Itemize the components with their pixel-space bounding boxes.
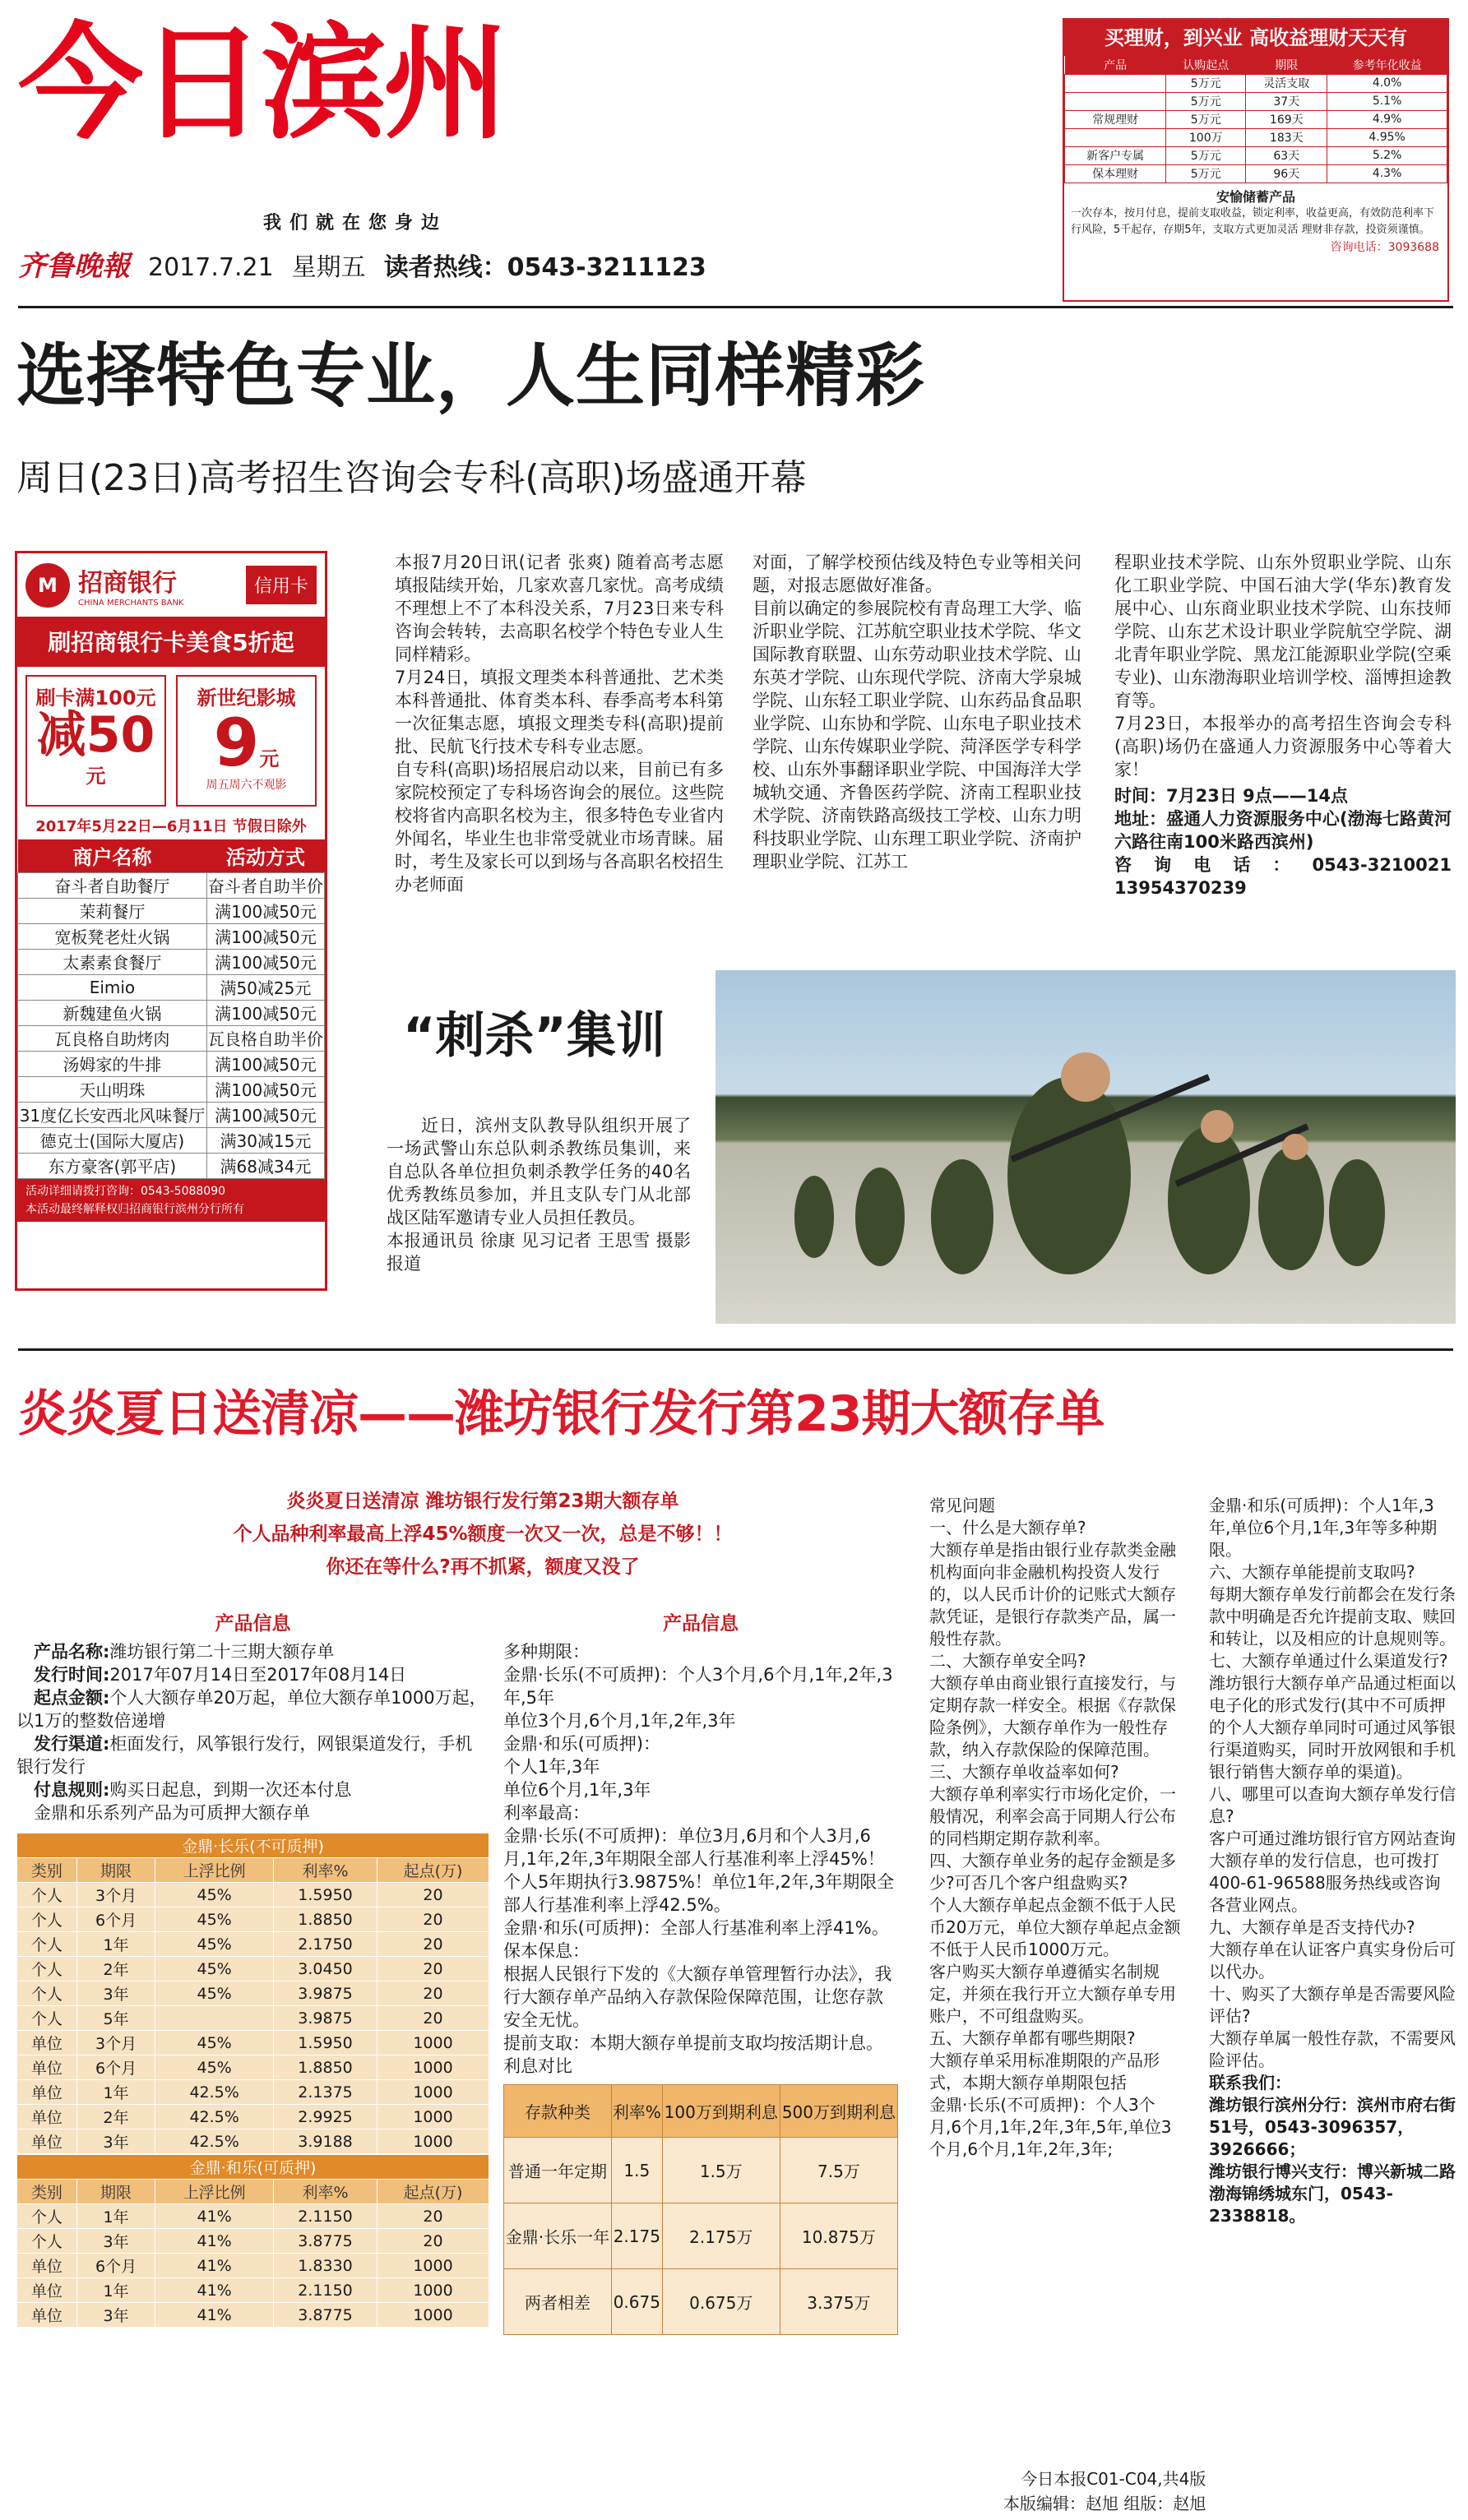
table-row [1065,164,1447,183]
table-cell: Eimio [18,974,207,1000]
table-cell: 普通一年定期 [504,2138,612,2203]
table-row [504,2138,898,2203]
table-cell: 169天 [1246,110,1327,128]
table-cell: 个人 [17,2006,77,2031]
table-row [17,2204,489,2229]
cmb-card-label: 信用卡 [246,566,317,604]
table-row [17,2303,489,2328]
table-cell: 3年 [76,2303,155,2328]
table-row [17,2031,489,2055]
table-cell: 单位 [17,2031,77,2055]
table-row [18,872,325,898]
table-cell: 45% [155,1907,274,1932]
table-cell: 20 [377,2204,489,2229]
table-cell: 1年 [76,2204,155,2229]
table-cell: 2年 [76,2105,155,2129]
page-footer [1003,2467,1206,2516]
table-cell: 20 [377,1907,489,1932]
table-cell: 两者相差 [504,2269,612,2335]
faq-col-2-text: 金鼎·和乐(可质押)：个人1年,3年,单位6个月,1年,3年等多种期限。 六、大额存单能提前支取吗? 每期大额存单发行前都会在发行条款中明确是否允许提前支取、赎回和转让，以及相应的计息规则等。 七、大额存单通过什么渠道发行? 潍坊银行大额存单产品通过柜面以电子化的形式发行(其中不可质押的个人大额存单同时可通过风筝银行渠道购买，同时开放网银和手机银行销售大额存单的渠道)。 八、哪里可以查询大额存单发行信息? 客户可通过潍坊银行官方网站查询大额存单的发行信息，也可拨打400-61-96588服务热线或咨询各营业网点。 九、大额存单是否支持代办? 大额存单在认证客户真实身份后可以代办。 十、购买了大额存单是否需要风险评估? 大额存单属一般性存款，不需要风险评估。 [1209,1496,1456,2070]
table-cell: 1.8850 [274,2055,377,2080]
interest-compare-table [503,2084,898,2335]
table-cell: 1000 [377,2254,489,2278]
table-cell: 1000 [377,2080,489,2105]
cmb-bank-name: 招商银行 [78,569,177,598]
product-line-value: 柜面发行，风筝银行发行，网银渠道发行，手机银行发行 [16,1734,473,1777]
feature-credit: 本报通讯员 徐康 见习记者 王思雪 摄影报道 [387,1231,691,1274]
table-cell: 5.2% [1327,146,1447,164]
xingye-tel-label: 咨询电话： [1330,240,1388,254]
weifang-intro-2: 个人品种利率最高上浮45%额度一次又一次，总是不够！！ [233,1524,733,1545]
table-cell: 茉莉餐厅 [18,898,207,923]
table-cell: 单位 [17,2105,77,2129]
table-cell: 满100减50元 [206,1000,324,1025]
xingye-safe-title: 安愉储蓄产品 [1216,188,1295,205]
table-cell: 45% [155,1883,274,1907]
table-cell: 3.9188 [274,2129,377,2154]
article-col-2: 对面，了解学校预估线及特色专业等相关问题，对报志愿做好准备。 目前以确定的参展院校有青岛理工大学、临沂职业学院、江苏航空职业技术学院、华文国际教育联盟、山东劳动职业技术学院、山东英才学院、山东现代学院、济南大学泉城学院、山东轻工职业学院、山东药品食品职业学院、山东协和学院、山东电子职业技术学院、山东传媒职业学院、菏泽医学专科学校、山东外事翻译职业学院、中国海洋大学城轨交通、齐鲁医药学院、济南工程职业技术学院、济南铁路高级技工学校、山东力明科技职业学院、山东理工职业学院、济南护理职业学院、江苏工 [753,553,1081,872]
contact-binzhou: 潍坊银行滨州分行：滨州市府右街51号，0543-3096357，3926666； [1209,2095,1456,2159]
table-cell: 45% [155,1932,274,1957]
weifang-mid-title: 产品信息 [663,1613,739,1635]
cmb-offer-2-note: 周五周六不观影 [206,779,287,792]
masthead-slogan: 我们就在您身边 [263,213,448,234]
table-cell: 4.95% [1327,128,1447,146]
table-cell: 3年 [76,1981,155,2006]
table-cell: 10.875万 [780,2203,897,2269]
divider [18,306,1453,308]
xingye-table-header: 认购起点 [1166,56,1246,74]
cmb-offer-1-unit: 元 [86,765,106,788]
table-row [17,2129,489,2154]
table-cell: 41% [155,2229,274,2254]
cmb-offer-1-value: 减50 [36,706,155,764]
table-row [17,2105,489,2129]
table-cell: 1.5950 [274,2031,377,2055]
xingye-ad-title: 买理财，到兴业 高收益理财天天有 [1064,20,1447,56]
soldier-bayonet-image [715,970,1456,1324]
table-cell: 5万元 [1166,164,1246,183]
table-cell: 5年 [76,2006,155,2031]
table-cell: 6个月 [76,1907,155,1932]
table-cell: 42.5% [155,2129,274,2154]
table-cell: 1000 [377,2303,489,2328]
table-cell: 3个月 [76,2031,155,2055]
table-cell: 汤姆家的牛排 [18,1051,207,1076]
table-cell [1065,92,1166,110]
article-col-1: 本报7月20日讯(记者 张爽) 随着高考志愿填报陆续开始，几家欢喜几家忧。高考成绩不理想上不了本科没关系，7月23日来专科咨询会转转，去高职名校学个特色专业人生同样精彩。 7月24日，填报文理类本科普通批、艺术类本科普通批、体育类本科、春季高考本科第一次征集志愿，填报文理类专科(高职)提前批、民航飞行技术专科专业志愿。 自专科(高职)场招展启动以来，目前已有多家院校预定了专科场咨询会的展位。这些院校将省内高职名校为主，很多特色专业省内外闻名，毕业生也非常受就业市场青睐。届时，考生及家长可以到场与各高职名校招生办老师面 [395,553,724,895]
table-cell: 3年 [76,2229,155,2254]
table-cell: 5万元 [1166,74,1246,92]
table-cell: 满100减50元 [206,923,324,949]
product-line-value: 2017年07月14日至2017年08月14日 [109,1665,407,1685]
table-cell: 个人 [17,2204,77,2229]
table-cell: 满50减25元 [206,974,324,1000]
table-cell: 个人 [17,1907,77,1932]
rate-table-header: 期限 [76,2180,155,2204]
product-line [16,1732,489,1778]
table-cell: 20 [377,2006,489,2031]
weifang-mid [503,1607,898,2335]
table-cell: 183天 [1246,128,1327,146]
table-cell: 新魏建鱼火锅 [18,1000,207,1025]
xingye-rate-table [1064,56,1447,183]
product-line-label: 付息规则: [34,1780,110,1800]
xingye-table-header: 产品 [1065,56,1166,74]
table-row [504,2269,898,2335]
rate-table-changle [16,1833,489,2154]
table-cell: 5.1% [1327,92,1447,110]
feature-text: 近日，滨州支队教导队组织开展了一场武警山东总队刺杀教练员集训，来自总队各单位担负刺杀教学任务的40名优秀教练员参加，并且支队专门从北部战区陆军邀请专业人员担任教员。 [387,1116,691,1228]
compare-table-header: 利率% [611,2085,662,2138]
table-cell: 1.8330 [274,2254,377,2278]
headline: 选择特色专业，人生同样精彩 [16,335,926,416]
table-cell: 3.9875 [274,1981,377,2006]
cmb-offer-box-2 [176,675,317,807]
table-cell: 2.1150 [274,2204,377,2229]
footer-edition: 今日本报C01-C04,共4版 [1021,2469,1206,2489]
weifang-product-title: 产品信息 [215,1613,291,1635]
table-cell: 东方豪客(郭平店) [18,1153,207,1178]
table-cell: 满100减50元 [206,1076,324,1102]
table-cell: 6个月 [76,2254,155,2278]
faq-col-1: 常见问题 一、什么是大额存单? 大额存单是指由银行业存款类金融机构面向非金融机构投资人发行的，以人民币计价的记账式大额存款凭证，是银行存款类产品，属一般性存款。 二、大额存单安全吗? 大额存单由商业银行直接发行，与定期存款一样安全。根据《存款保险条例》，大额存单作为一般性存款，纳入存款保险的保障范围。 三、大额存单收益率如何? 大额存单利率实行市场化定价，一般情况，利率会高于同期人行公布的同档期定期存款利率。 四、大额存单业务的起存金额是多少?可否几个客户组盘购买? 个人大额存单起点金额不低于人民币20万元，单位大额存单起点金额不低于人民币1000万元。 客户购买大额存单遵循实名制规定，并须在我行开立大额存单专用账户，不可组盘购买。 五、大额存单都有哪些期限? 大额存单采用标准期限的产品形式，本期大额存单期限包括 金鼎·长乐(不可质押)：个人3个月,6个月,1年,2年,3年,5年,单位3个月,6个月,1年,2年,3年; [929,1496,1181,2159]
table-cell: 金鼎·长乐一年 [504,2203,612,2269]
rate-table-hele [16,2154,489,2328]
rate-table-header: 起点(万) [377,2180,489,2204]
training-photo [715,970,1456,1324]
table-cell: 2.9925 [274,2105,377,2129]
footer-editor: 本版编辑：赵旭 组版：赵旭 [1003,2494,1206,2513]
cmb-table-header: 商户名称 [18,839,207,872]
table-row [1065,110,1447,128]
table-cell: 1年 [76,2278,155,2303]
table-cell: 45% [155,2055,274,2080]
table-cell: 2年 [76,1957,155,1981]
xingye-table-header: 参考年化收益 [1327,56,1447,74]
issue-weekday: 星期五 [291,253,366,282]
table-cell: 瓦良格自助半价 [206,1025,324,1051]
table-cell: 3个月 [76,1883,155,1907]
table-cell: 5万元 [1166,146,1246,164]
table-cell: 瓦良格自助烤肉 [18,1025,207,1051]
table-row [18,974,325,1000]
xingye-desc: 一次存本，按月付息，提前支取收益，锁定利率，收益更高，有效防范利率下行风险，5千起存，存期5年，支取方式更加灵活 理财非存款，投资须谨慎。 [1071,206,1435,236]
table-row [17,2254,489,2278]
table-cell: 20 [377,1932,489,1957]
table-cell: 1年 [76,1932,155,1957]
table-cell: 31度亿长安西北风味餐厅 [18,1102,207,1127]
table-cell: 3.9875 [274,2006,377,2031]
table-row [17,1981,489,2006]
xingye-table-header: 期限 [1246,56,1327,74]
masthead-title: 今日滨州 [18,11,505,156]
table-row [18,1102,325,1127]
table-cell: 3年 [76,2129,155,2154]
table-row [18,1153,325,1178]
newspaper-brand: 齐鲁晚報 [18,250,130,283]
table-cell: 42.5% [155,2105,274,2129]
cmb-header [17,553,325,619]
table-row [17,1907,489,1932]
table-cell: 2.1750 [274,1932,377,1957]
table-cell: 41% [155,2303,274,2328]
table-row [18,898,325,923]
weifang-headline: 炎炎夏日送清凉——潍坊银行发行第23期大额存单 [18,1385,1104,1443]
rate-table-header: 上浮比例 [155,2180,274,2204]
cmb-offer-2-title: 新世纪影城 [197,687,296,710]
product-line-value: 购买日起息，到期一次还本付息 [109,1780,352,1800]
article-col-3 [1114,551,1452,899]
rate-table-hele-title: 金鼎·和乐(可质押) [17,2155,489,2180]
table-cell: 满100减50元 [206,898,324,923]
table-cell: 3.8775 [274,2303,377,2328]
weifang-mid-text: 多种期限： 金鼎·长乐(不可质押)：个人3个月,6个月,1年,2年,3年,5年 单位3个月,6个月,1年,2年,3年 金鼎·和乐(可质押)： 个人1年,3年 单位6个月,1年,3年 利率最高： 金鼎·长乐(不可质押)：单位3月,6月和个人3月,6月,1年,2年,3年期限全部人行基准利率上浮45%！个人5年期执行3.9875%！单位1年,2年,3年期限全部人行基准利率上浮42.5%。 金鼎·和乐(可质押)：全部人行基准利率上浮41%。 保本保息： 根据人民银行下发的《大额存单管理暂行办法》，我行大额存单产品纳入存款保险保障范围，让您存款安全无忧。 提前支取：本期大额存单提前支取均按活期计息。 利息对比 [503,1642,895,2076]
xingye-tel-number: 3093688 [1387,240,1439,254]
cmb-footer [17,1179,325,1222]
xingye-tel [1064,238,1447,255]
table-cell: 1.5万 [662,2138,780,2203]
table-cell: 5万元 [1166,92,1246,110]
compare-table-header: 500万到期利息 [780,2085,897,2138]
feature-body [387,1114,691,1275]
table-row [17,1957,489,1981]
table-cell: 1000 [377,2105,489,2129]
table-row [17,2055,489,2080]
compare-table-header: 100万到期利息 [662,2085,780,2138]
table-cell: 单位 [17,2278,77,2303]
weifang-intro-1: 炎炎夏日送清凉 潍坊银行发行第23期大额存单 [286,1491,679,1512]
weifang-intro-3: 你还在等什么?再不抓紧，额度又没了 [326,1556,640,1578]
cmb-footer-line-2: 本活动最终解释权归招商银行滨州分行所有 [25,1202,244,1216]
product-line [16,1663,489,1686]
weifang-product-note: 金鼎和乐系列产品为可质押大额存单 [34,1803,310,1823]
table-cell: 1000 [377,2031,489,2055]
rate-table-header: 利率% [274,2180,377,2204]
cmb-offer-1-title: 刷卡满100元 [35,687,156,710]
table-cell: 2.175万 [662,2203,780,2269]
product-line [16,1686,489,1732]
table-cell: 满100减50元 [206,949,324,974]
table-cell: 满30减15元 [206,1127,324,1153]
reader-hotline: 读者热线：0543-3211123 [383,253,706,282]
event-tel: 咨询电话：0543-3210021 13954370239 [1114,855,1452,898]
event-address: 地址：盛通人力资源服务中心(渤海七路黄河六路往南100米路西滨州) [1114,809,1452,852]
table-cell: 3.8775 [274,2229,377,2254]
table-cell: 100万 [1166,128,1246,146]
rate-table-header: 起点(万) [377,1858,489,1883]
table-cell: 1.8850 [274,1907,377,1932]
table-cell: 个人 [17,1957,77,1981]
table-cell: 个人 [17,2229,77,2254]
product-line-label: 产品名称: [34,1642,110,1662]
cmb-bank-en: CHINA MERCHANTS BANK [78,599,184,608]
cmb-offer-2-value: 9 [213,705,260,781]
table-cell: 奋斗者自助半价 [206,872,324,898]
weifang-product-lines [16,1640,489,1801]
table-cell: 2.1150 [274,2278,377,2303]
table-cell: 20 [377,1981,489,2006]
table-cell: 4.0% [1327,74,1447,92]
rate-table-header: 期限 [76,1858,155,1883]
table-cell: 太素素食餐厅 [18,949,207,974]
issue-date: 2017.7.21 [148,253,274,282]
cmb-merchant-table [17,839,325,1179]
divider [18,1348,1453,1351]
subheadline: 周日(23日)高考招生咨询会专科(高职)场盛通开幕 [16,457,807,499]
table-cell: 3.375万 [780,2269,897,2335]
cmb-date: 2017年5月22日—6月11日 节假日除外 [35,818,307,835]
rate-table-changle-title: 金鼎·长乐(不可质押) [17,1833,489,1858]
table-row [18,1127,325,1153]
rate-table-header: 类别 [17,2180,77,2204]
table-cell: 41% [155,2278,274,2303]
table-row [17,2006,489,2031]
table-cell: 2.175 [611,2203,662,2269]
table-cell: 1.5950 [274,1883,377,1907]
faq-col-2 [1209,1495,1456,2227]
table-cell: 个人 [17,1883,77,1907]
product-line [16,1778,489,1801]
table-cell: 灵活支取 [1246,74,1327,92]
table-cell: 单位 [17,2254,77,2278]
table-cell: 63天 [1246,146,1327,164]
table-cell: 45% [155,1957,274,1981]
table-cell: 奋斗者自助餐厅 [18,872,207,898]
table-cell [1065,128,1166,146]
table-cell: 45% [155,1981,274,2006]
cmb-offer-box-1 [25,675,166,807]
table-cell: 6个月 [76,2055,155,2080]
table-cell: 0.675万 [662,2269,780,2335]
table-row [17,1883,489,1907]
table-cell: 41% [155,2254,274,2278]
table-cell: 20 [377,1883,489,1907]
table-cell: 3.0450 [274,1957,377,1981]
product-line [16,1640,489,1663]
article-col-3-text: 程职业技术学院、山东外贸职业学院、山东化工职业学院、中国石油大学(华东)教育发展中心、山东商业职业技术学院、山东技师学院、山东艺术设计职业学院航空学院、湖北青年职业学院、黑龙江能源职业学院(空乘专业)、山东渤海职业培训学校、淄博担途教育等。 7月23日，本报举办的高考招生咨询会专科(高职)场仍在盛通人力资源服务中心等着大家！ [1114,553,1452,779]
feature-title: “刺杀”集训 [403,1007,665,1065]
table-cell: 1000 [377,2278,489,2303]
contact-title: 联系我们： [1209,2073,1291,2092]
table-cell: 96天 [1246,164,1327,183]
table-cell: 个人 [17,1932,77,1957]
table-cell: 1.5 [611,2138,662,2203]
product-line-value: 个人大额存单20万起，单位大额存单1000万起，以1万的整数倍递增 [16,1688,487,1731]
table-cell: 个人 [17,1981,77,2006]
table-cell: 4.3% [1327,164,1447,183]
table-row [18,1051,325,1076]
cmb-table-header: 活动方式 [206,839,324,872]
product-line-value: 潍坊银行第二十三期大额存单 [109,1642,335,1662]
table-cell: 新客户专属 [1065,146,1166,164]
table-cell: 保本理财 [1065,164,1166,183]
table-cell: 天山明珠 [18,1076,207,1102]
cmb-ad [15,551,327,1291]
weifang-product-info [16,1607,489,2328]
table-cell: 1000 [377,2055,489,2080]
table-row [17,1932,489,1957]
cmb-footer-line-1: 活动详细请拨打咨询：0543-5088090 [25,1184,226,1198]
table-row [18,1000,325,1025]
product-line-label: 发行渠道: [34,1734,110,1754]
table-row [1065,146,1447,164]
rate-table-header: 利率% [274,1858,377,1883]
event-time: 时间：7月23日 9点——14点 [1114,786,1348,806]
table-row [17,2080,489,2105]
table-cell: 满100减50元 [206,1102,324,1127]
table-cell [1065,74,1166,92]
table-cell: 7.5万 [780,2138,897,2203]
table-cell: 单位 [17,2303,77,2328]
rate-table-header: 上浮比例 [155,1858,274,1883]
table-row [1065,92,1447,110]
table-cell: 单位 [17,2129,77,2154]
table-row [17,2229,489,2254]
table-cell: 0.675 [611,2269,662,2335]
table-row [504,2203,898,2269]
table-row [18,949,325,974]
product-line-label: 发行时间: [34,1665,110,1685]
table-cell: 常规理财 [1065,110,1166,128]
xingye-ad [1063,18,1449,302]
masthead-info [18,243,706,284]
table-cell: 5万元 [1166,110,1246,128]
table-cell: 45% [155,2031,274,2055]
table-cell: 41% [155,2204,274,2229]
table-row [1065,128,1447,146]
cmb-promo: 刷招商银行卡美食5折起 [17,619,325,667]
table-cell: 20 [377,1957,489,1981]
table-cell: 单位 [17,2080,77,2105]
table-cell: 满100减50元 [206,1051,324,1076]
weifang-intro [18,1485,947,1584]
table-cell: 37天 [1246,92,1327,110]
table-cell: 德克士(国际大厦店) [18,1127,207,1153]
table-row [18,1025,325,1051]
table-cell: 1000 [377,2129,489,2154]
table-cell: 宽板凳老灶火锅 [18,923,207,949]
product-line-label: 起点金额: [34,1688,110,1708]
table-cell: 42.5% [155,2080,274,2105]
table-cell: 1年 [76,2080,155,2105]
table-cell [155,2006,274,2031]
table-cell: 单位 [17,2055,77,2080]
cmb-offer-2-unit: 元 [259,747,280,770]
table-cell: 满68减34元 [206,1153,324,1178]
compare-table-header: 存款种类 [504,2085,612,2138]
table-cell: 20 [377,2229,489,2254]
table-row [18,1076,325,1102]
table-row [18,923,325,949]
contact-boxing: 潍坊银行博兴支行：博兴新城二路渤海锦绣城东门，0543-2338818。 [1209,2162,1456,2226]
cmb-logo-icon: M [25,563,70,608]
table-row [17,2278,489,2303]
rate-table-header: 类别 [17,1858,77,1883]
table-row [1065,74,1447,92]
table-cell: 2.1375 [274,2080,377,2105]
table-cell: 4.9% [1327,110,1447,128]
